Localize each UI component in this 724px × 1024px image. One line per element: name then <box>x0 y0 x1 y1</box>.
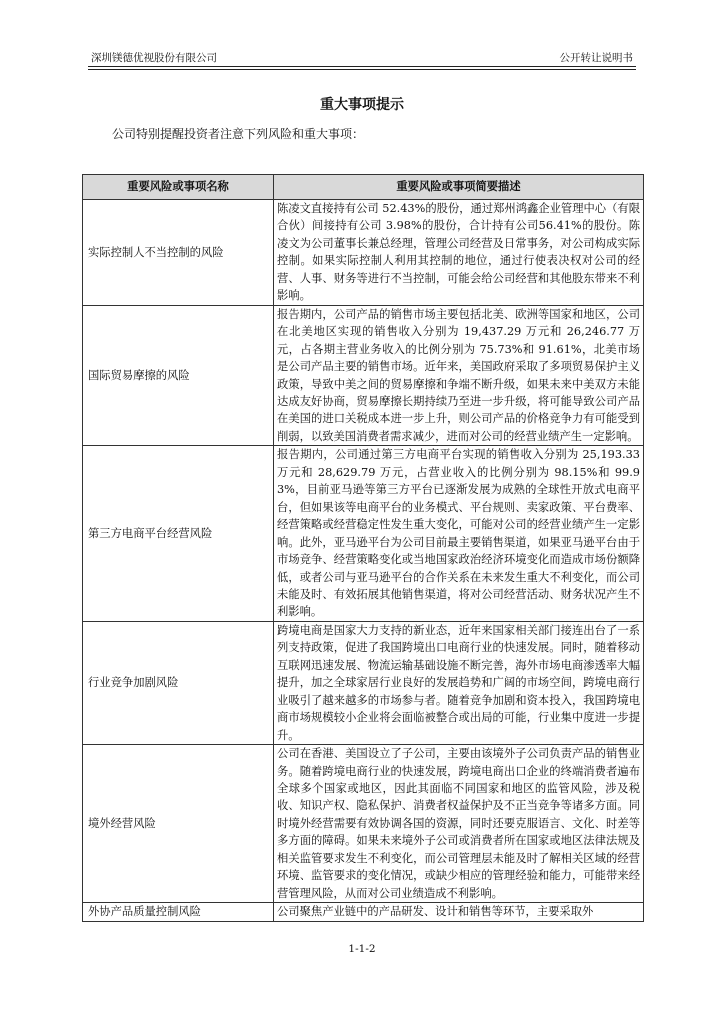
table-row <box>83 621 644 744</box>
risk-desc: 公司聚焦产业链中的产品研发、设计和销售等环节，主要采取外 <box>274 903 644 921</box>
risk-name: 境外经营风险 <box>83 745 274 903</box>
risk-name: 外协产品质量控制风险 <box>83 903 274 921</box>
table-row <box>83 200 644 306</box>
intro-text: 公司特别提醒投资者注意下列风险和重大事项： <box>112 127 365 141</box>
header-rule <box>88 66 636 67</box>
risk-desc: 跨境电商是国家大力支持的新业态，近年来国家相关部门接连出台了一系列支持政策，促进了我国跨境出口电商行业的快速发展。同时，随着移动互联网迅速发展、物流运输基础设施不断完善，海外市场电商渗透率大幅提升，加之全球家居行业良好的发展趋势和广阔的市场空间，跨境电商行业吸引了越来越多的市场参与者。随着竞争加剧和资本投入，我国跨境电商市场规模较小企业将会面临被整合或出局的可能，行业集中度进一步提升。 <box>274 621 644 744</box>
table-row <box>83 446 644 622</box>
risk-desc: 陈凌文直接持有公司 52.43%的股份，通过郑州鸿鑫企业管理中心（有限合伙）间接持有公司 3.98%的股份，合计持有公司56.41%的股份。陈凌文为公司董事长兼总经理，管理公司经营及日常事务，对公司构成实际控制。如果实际控制人利用其控制的地位，通过行使表决权对公司的经营、人事、财务等进行不当控制，可能会给公司经营和其他股东带来不利影响。 <box>274 200 644 306</box>
header-company: 深圳镁德优视股份有限公司 <box>91 52 217 64</box>
risk-desc: 报告期内，公司通过第三方电商平台实现的销售收入分别为 25,193.33 万元和 28,629.79 万元，占营业收入的比例分别为 98.15%和 99.93%，目前亚马逊等第三方平台已逐渐发展为成熟的全球性开放式电商平台，但如果该等电商平台的业务模式、平台规则、卖家政策、平台费率、经营策略或经营稳定性发生重大变化，可能对公司的经营业绩产生一定影响。此外，亚马逊平台为公司目前最主要销售渠道，如果亚马逊平台由于市场竞争、经营策略变化或当地国家政治经济环境变化而造成市场份额降低，或者公司与亚马逊平台的合作关系在未来发生重大不利变化，而公司未能及时、有效拓展其他销售渠道，将对公司经营活动、财务状况产生不利影响。 <box>274 446 644 622</box>
risk-name: 行业竞争加剧风险 <box>83 621 274 744</box>
header-rule-double <box>88 69 636 70</box>
page-number: 1-1-2 <box>348 943 376 955</box>
risk-name: 国际贸易摩擦的风险 <box>83 305 274 446</box>
risk-name: 第三方电商平台经营风险 <box>83 446 274 622</box>
column-header-name: 重要风险或事项名称 <box>83 175 274 200</box>
risk-table <box>82 174 644 922</box>
table-row <box>83 903 644 921</box>
risk-desc: 报告期内，公司产品的销售市场主要包括北美、欧洲等国家和地区，公司在北美地区实现的销售收入分别为 19,437.29 万元和 26,246.77 万元，占各期主营业务收入的比例分别为 75.73%和 91.61%，北美市场是公司产品主要的销售市场。近年来，美国政府采取了多项贸易保护主义政策，导致中美之间的贸易摩擦和争端不断升级，如果未来中美双方未能达成友好协商，贸易摩擦长期持续乃至进一步升级，将可能导致公司产品在美国的进口关税成本进一步上升，则公司产品的价格竞争力有可能受到削弱，以致美国消费者需求减少，进而对公司的经营业绩产生一定影响。 <box>274 305 644 446</box>
page-header <box>88 50 636 66</box>
table-row <box>83 745 644 903</box>
table-header-row <box>83 175 644 200</box>
risk-desc: 公司在香港、美国设立了子公司，主要由该境外子公司负责产品的销售业务。随着跨境电商行业的快速发展，跨境电商出口企业的终端消费者遍布全球多个国家或地区，因此其面临不同国家和地区的监管风险，涉及税收、知识产权、隐私保护、消费者权益保护及不正当竞争等诸多方面。同时境外经营需要有效协调各国的资源，同时还要克服语言、文化、时差等多方面的障碍。如果未来境外子公司或消费者所在国家或地区法律法规及相关监管要求发生不利变化，而公司管理层未能及时了解相关区域的经营环境、监管要求的变化情况，或缺少相应的管理经验和能力，可能带来经营管理风险，从而对公司业绩造成不利影响。 <box>274 745 644 903</box>
risk-name: 实际控制人不当控制的风险 <box>83 200 274 306</box>
column-header-desc: 重要风险或事项简要描述 <box>274 175 644 200</box>
page-title: 重大事项提示 <box>320 97 404 113</box>
header-doc-type: 公开转让说明书 <box>559 52 633 64</box>
table-row <box>83 305 644 446</box>
